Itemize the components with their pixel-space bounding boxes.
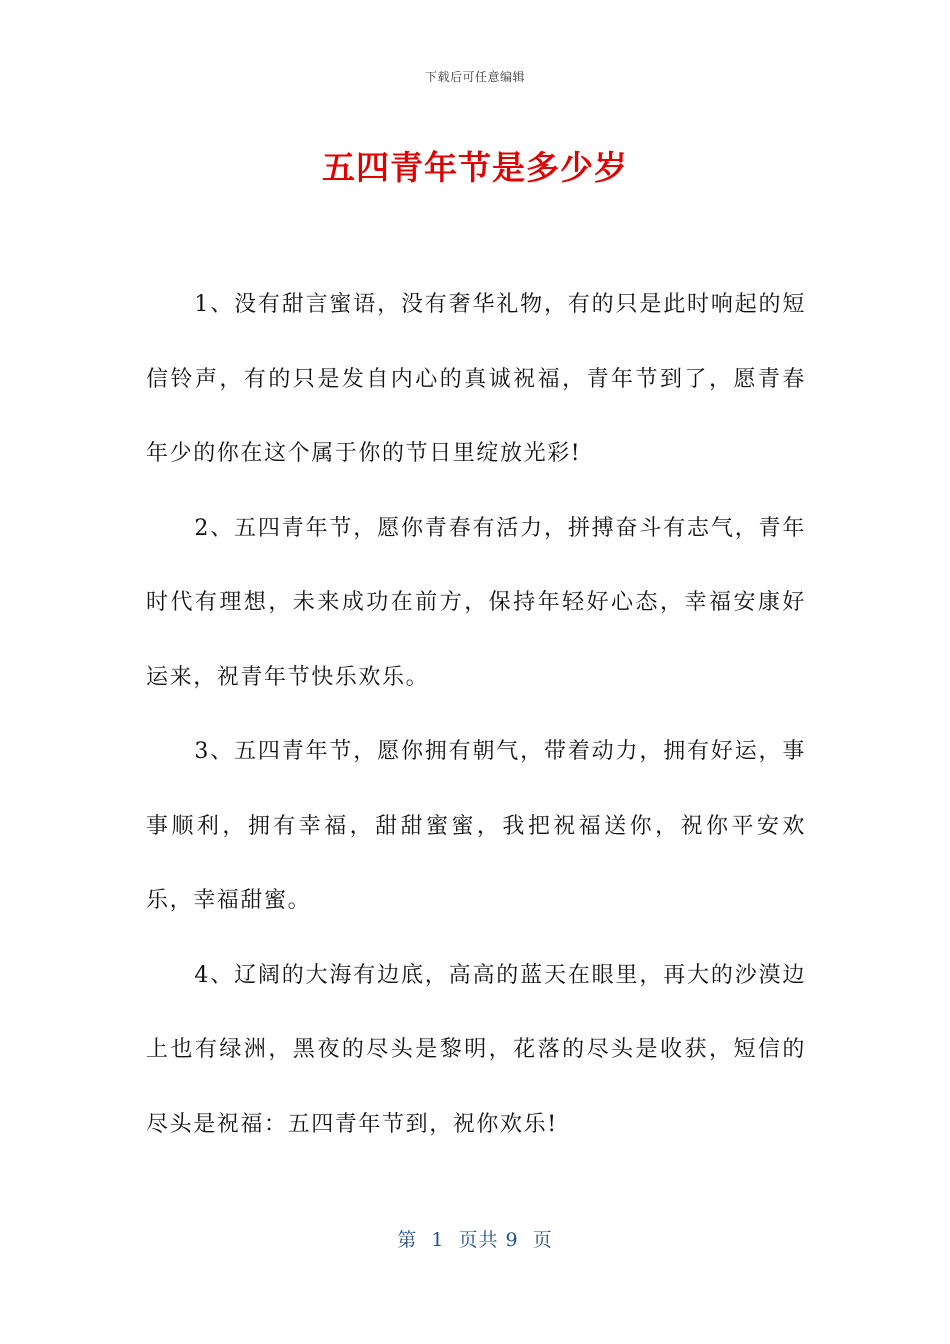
document-title: 五四青年节是多少岁 — [322, 148, 628, 187]
paragraph-2: 2、五四青年节，愿你青春有活力，拼搏奋斗有志气，青年时代有理想，未来成功在前方，保持年轻好心态，幸福安康好运来，祝青年节快乐欢乐。 — [146, 515, 806, 690]
page-number-footer: 第 1 页共 9 页 — [397, 1229, 553, 1251]
header-note: 下载后可任意编辑 — [424, 70, 525, 84]
paragraph-4: 4、辽阔的大海有边底，高高的蓝天在眼里，再大的沙漠边上也有绿洲，黑夜的尽头是黎明，花落的尽头是收获，短信的尽头是祝福：五四青年节到，祝你欢乐! — [146, 962, 806, 1137]
paragraph-1: 1、没有甜言蜜语，没有奢华礼物，有的只是此时响起的短信铃声，有的只是发自内心的真诚祝福，青年节到了，愿青春年少的你在这个属于你的节日里绽放光彩! — [146, 292, 806, 466]
document-body — [146, 268, 806, 1162]
paragraph-3: 3、五四青年节，愿你拥有朝气，带着动力，拥有好运，事事顺利，拥有幸福，甜甜蜜蜜，我把祝福送你，祝你平安欢乐，幸福甜蜜。 — [146, 739, 806, 913]
